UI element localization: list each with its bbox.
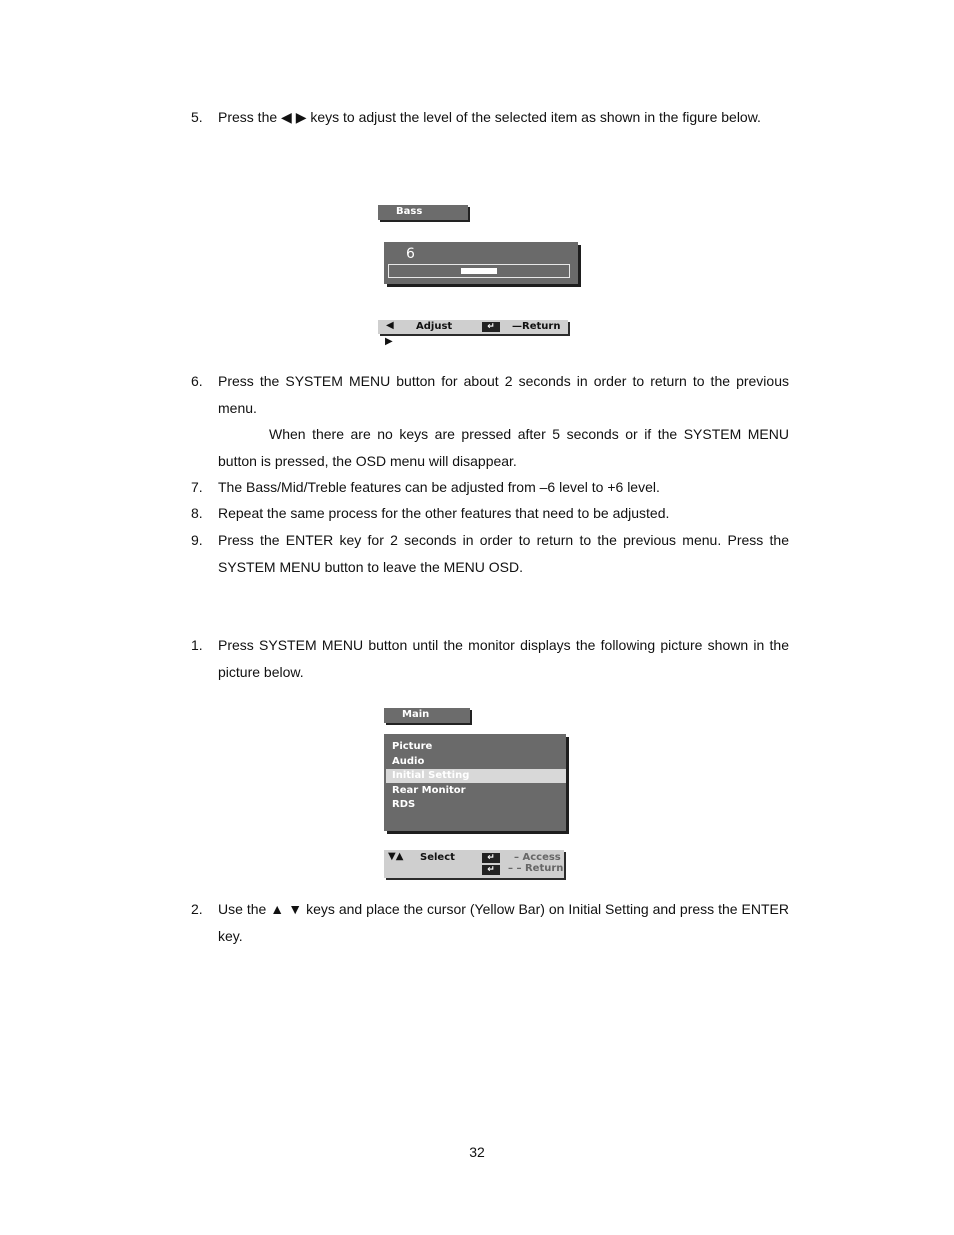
step-1 [191,632,789,686]
access-label: – Access [514,852,561,863]
menu-item-selected[interactable]: Initial Setting [386,769,566,783]
step-9 [191,527,789,581]
step-text: The Bass/Mid/Treble features can be adjusted from –6 level to +6 level. [218,479,660,495]
step-text: Press the ◀ ▶ keys to adjust the level of the selected item as shown in the figure below. [218,109,761,125]
osd-tab-main: Main [384,708,470,723]
step-number: 7. [191,479,203,495]
return-label: —Return [512,321,561,332]
level-panel [384,242,578,284]
up-down-arrow-icons: ▼▲ [388,851,404,862]
step-number: 6. [191,373,203,389]
bass-osd-figure [376,192,586,357]
menu-item[interactable]: Audio [392,755,425,767]
step-text: Press SYSTEM MENU button until the monitor displays the following picture shown in the picture below. [218,637,789,680]
step-number: 2. [191,901,203,917]
right-arrow-icon: ▶ [385,336,393,347]
step-text: Press the SYSTEM MENU button for about 2 seconds in order to return to the previous menu. [218,373,789,416]
step-2 [191,896,789,950]
main-menu-panel [384,734,566,831]
left-right-arrow-icons: ◀ ▶ [281,109,307,125]
enter-key-icon: ↵ [482,865,500,875]
select-label: Select [420,852,455,863]
osd-tab-bass: Bass [378,205,468,220]
level-value: 6 [406,246,415,262]
step-text: Repeat the same process for the other features that need to be adjusted. [218,505,670,521]
step-6 [191,368,789,422]
step-text: Use the ▲ ▼ keys and place the cursor (Yellow Bar) on Initial Setting and press the ENTER key. [218,901,790,944]
step-8 [191,500,789,527]
osd-help-bar [384,850,564,878]
menu-item[interactable]: Rear Monitor [392,784,466,796]
page-number: 32 [469,1144,485,1160]
menu-item[interactable]: Picture [392,741,433,752]
note-text: When there are no keys are pressed after 5 seconds or if the SYSTEM MENU button is pressed, the OSD menu will disappear. [218,426,789,469]
enter-key-icon: ↵ [482,322,500,332]
return-label: – – Return [508,863,564,874]
step-text: Press the ENTER key for 2 seconds in order to return to the previous menu. Press the SYSTEM MENU button to leave the MENU OSD. [218,532,789,575]
step-5 [191,104,789,131]
enter-key-icon: ↵ [482,853,500,863]
step-number: 1. [191,637,203,653]
osd-help-bar [378,320,568,334]
left-arrow-icon: ◀ [386,320,394,331]
adjust-label: Adjust [416,321,453,332]
step-number: 9. [191,532,203,548]
main-menu-osd-figure [380,704,570,884]
level-indicator [461,268,497,274]
level-slider [388,264,570,278]
step-7 [191,474,789,501]
step-number: 8. [191,505,203,521]
up-down-arrow-icons: ▲ ▼ [270,901,303,917]
step-number: 5. [191,109,203,125]
menu-item[interactable]: RDS [392,799,416,810]
